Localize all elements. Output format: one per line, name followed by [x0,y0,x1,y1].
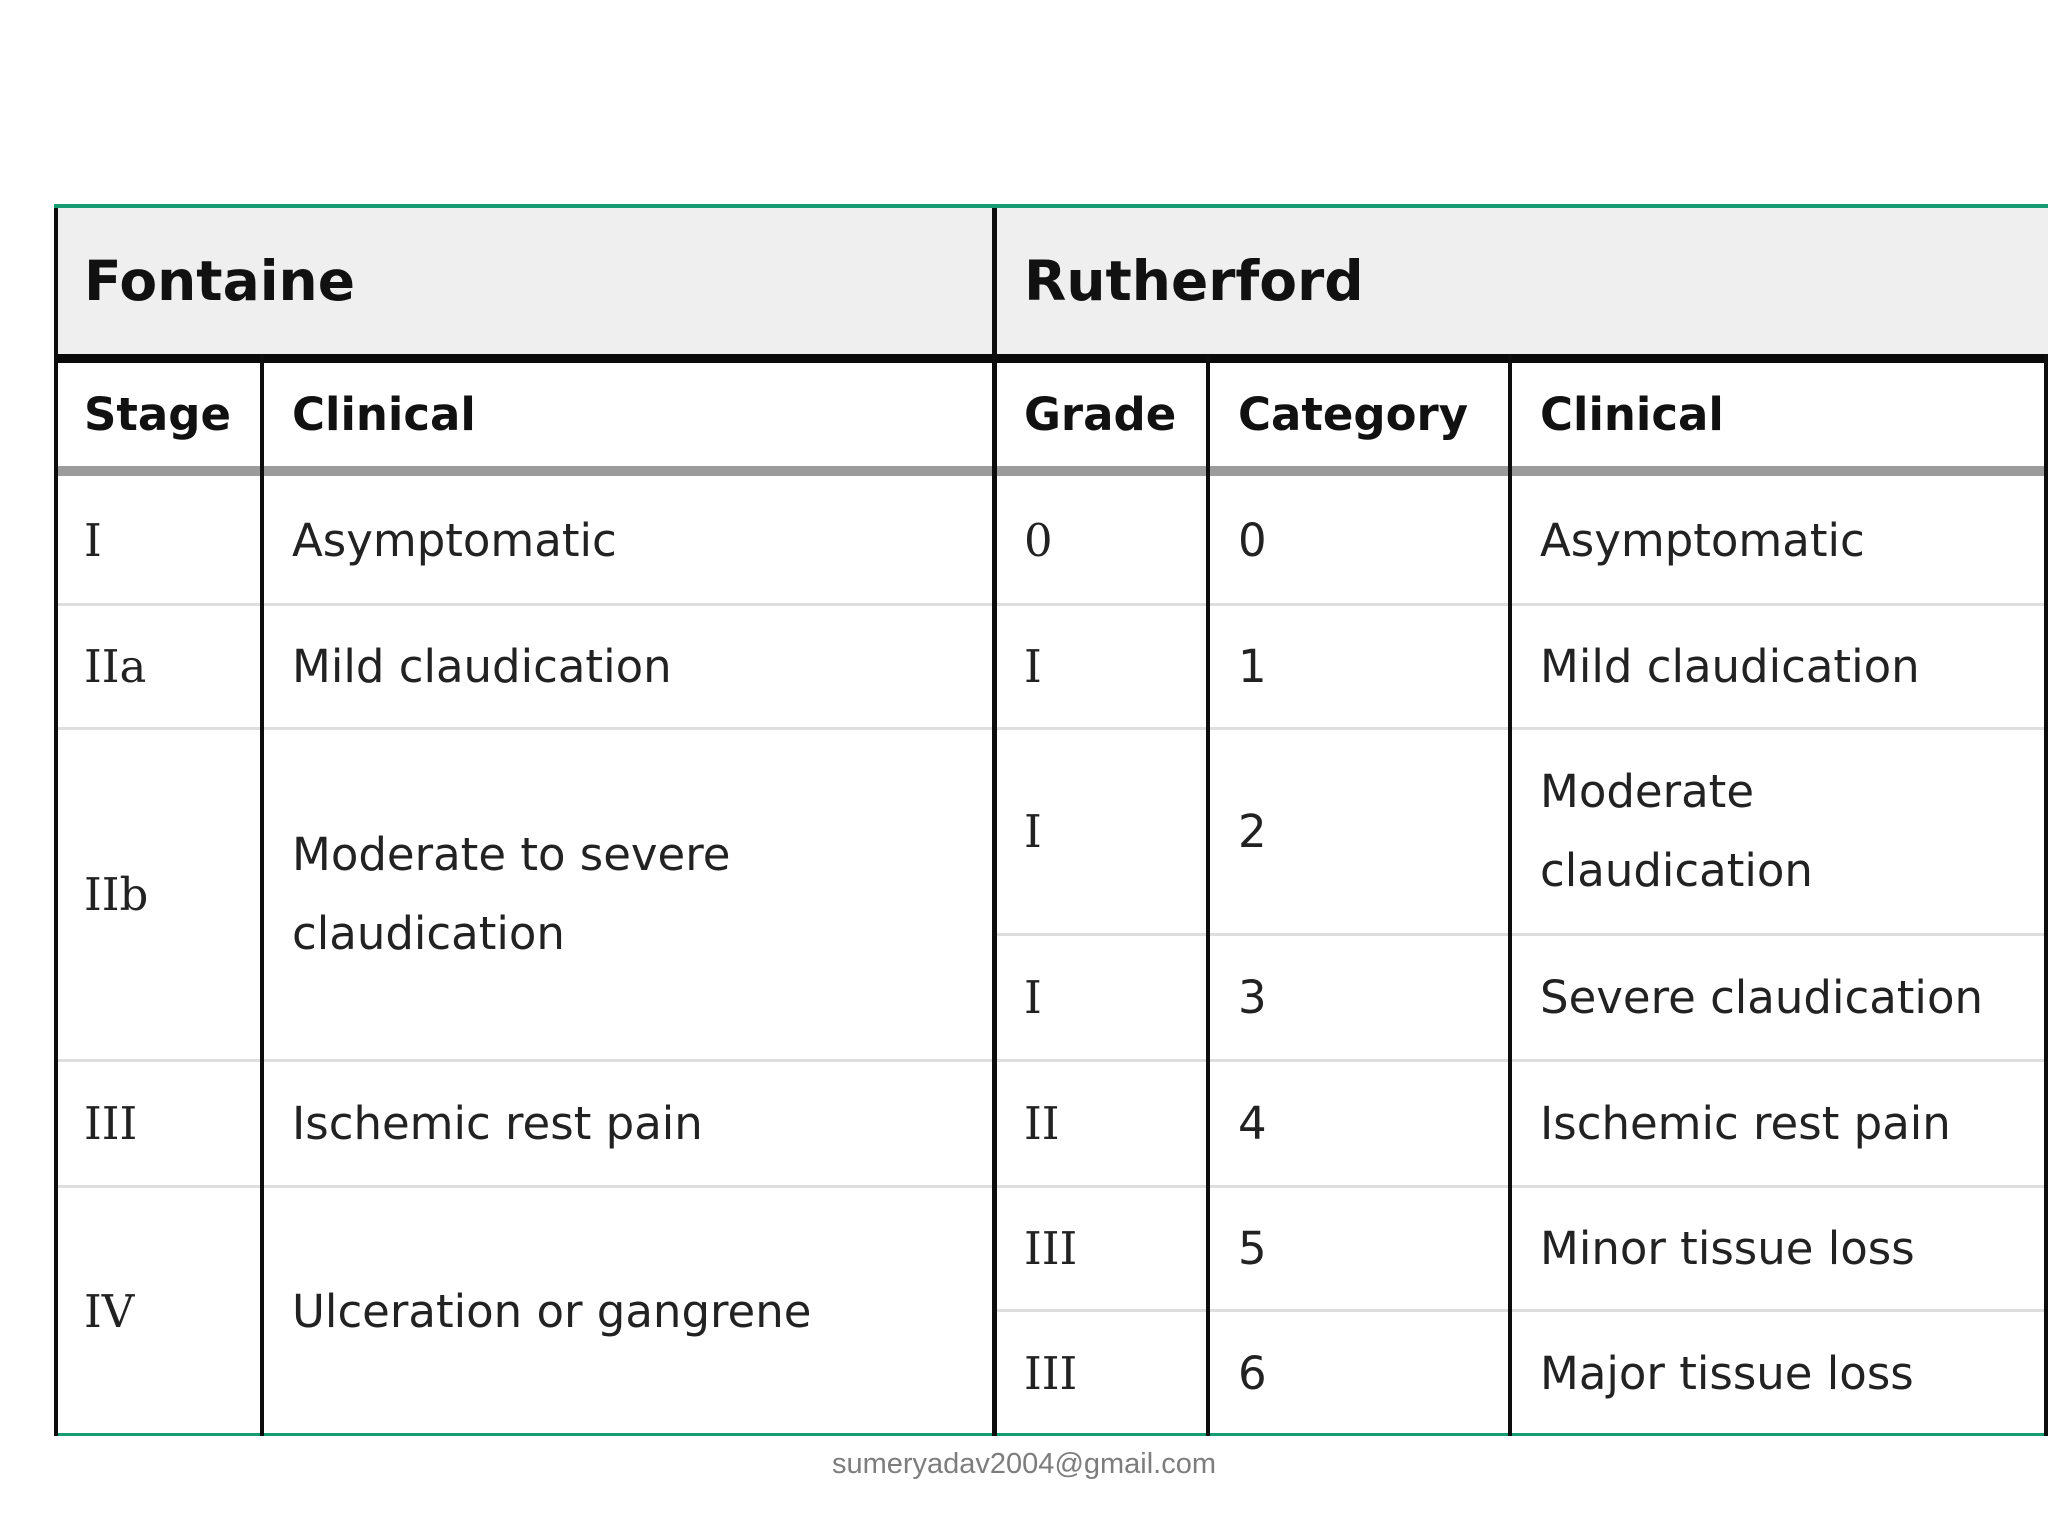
col-header-category: Category [1238,388,1469,441]
col-header-rutherford-clinical: Clinical [1540,388,1724,441]
rutherford-category-cell: 5 [1238,1221,1267,1275]
fontaine-stage-cell: IIb [84,867,149,921]
table-right-border [2044,354,2048,1436]
rutherford-clinical-cell: Major tissue loss [1540,1346,1914,1400]
rutherford-clinical-cell: Ischemic rest pain [1540,1096,1951,1150]
col-header-fontaine-clinical: Clinical [292,388,476,441]
column-divider [1508,354,1512,1436]
rutherford-grade-cell: III [1024,1221,1078,1275]
fontaine-stage-cell: III [84,1096,138,1150]
rutherford-grade-cell: 0 [1024,513,1053,567]
rutherford-grade-cell: III [1024,1346,1078,1400]
rutherford-grade-cell: I [1024,804,1042,858]
group-header-rutherford: Rutherford [1024,248,1364,313]
group-divider [992,208,997,1436]
rutherford-category-cell: 3 [1238,970,1267,1024]
column-header-underline [54,466,2048,476]
fontaine-clinical-cell: Ischemic rest pain [292,1096,703,1150]
col-header-stage: Stage [84,388,232,441]
group-header-fontaine: Fontaine [84,248,355,313]
row-divider [54,1185,2048,1188]
row-divider [54,727,2048,730]
col-header-grade: Grade [1024,388,1177,441]
footer-email: sumeryadav2004@gmail.com [831,1448,1217,1480]
fontaine-stage-cell: IIa [84,639,147,693]
fontaine-clinical-cell: Moderate to severe claudication [292,828,731,960]
rutherford-clinical-cell: Moderate claudication [1540,765,1813,897]
classification-table [54,204,2048,1436]
rutherford-category-cell: 1 [1238,639,1267,693]
rutherford-clinical-cell: Mild claudication [1540,639,1920,693]
rutherford-clinical-cell: Asymptomatic [1540,513,1865,567]
rutherford-grade-cell: I [1024,639,1042,693]
fontaine-stage-cell: IV [84,1284,135,1338]
rutherford-clinical-cell: Severe claudication [1540,970,1983,1024]
row-divider [54,603,2048,606]
header-band-underline [54,354,2048,363]
row-divider [54,1059,2048,1062]
fontaine-clinical-cell: Asymptomatic [292,513,617,567]
rutherford-grade-cell: II [1024,1096,1060,1150]
column-divider [260,354,264,1436]
rutherford-category-cell: 4 [1238,1096,1267,1150]
row-divider [994,1309,2048,1312]
fontaine-clinical-cell: Ulceration or gangrene [292,1284,812,1338]
rutherford-category-cell: 2 [1238,804,1267,858]
rutherford-grade-cell: I [1024,970,1042,1024]
table-left-border [54,208,58,1436]
rutherford-clinical-cell: Minor tissue loss [1540,1221,1915,1275]
column-divider [1206,354,1210,1436]
row-divider [994,933,2048,936]
fontaine-clinical-cell: Mild claudication [292,639,672,693]
rutherford-category-cell: 0 [1238,513,1267,567]
rutherford-category-cell: 6 [1238,1346,1267,1400]
fontaine-stage-cell: I [84,513,102,567]
